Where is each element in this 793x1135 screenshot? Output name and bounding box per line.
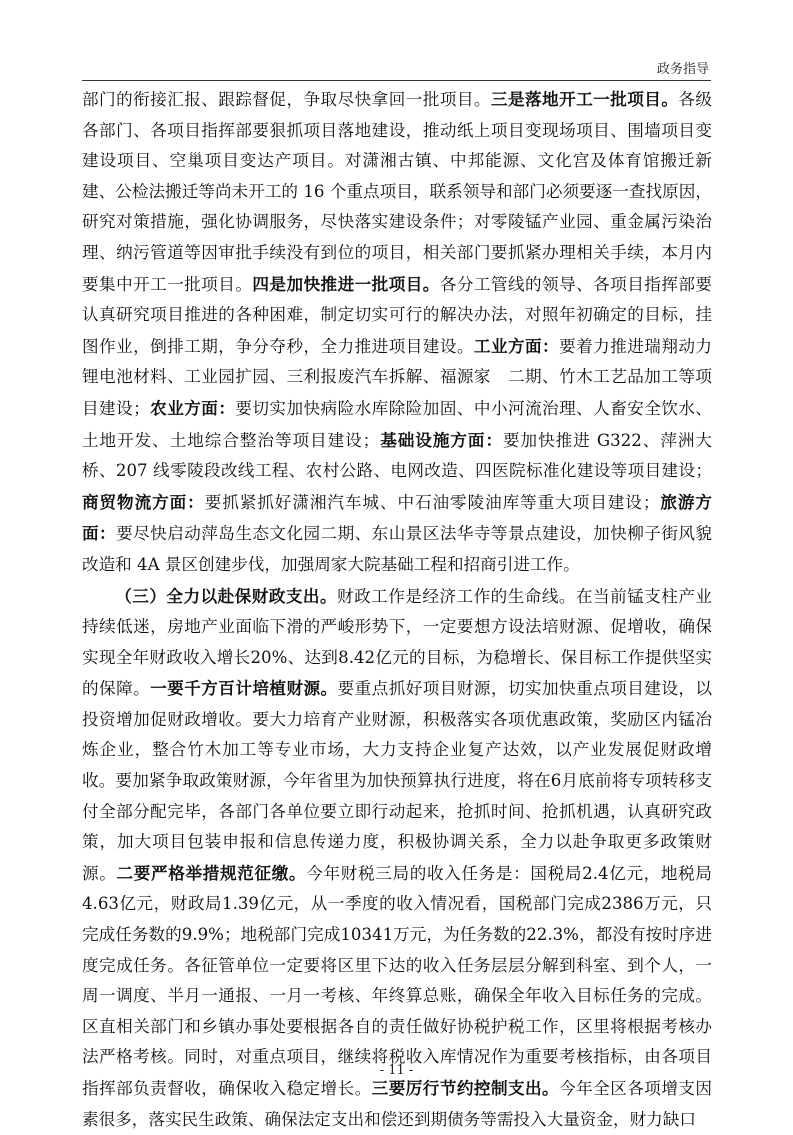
page-header [82, 52, 711, 81]
text-run: 财政工作是经济工作的生命线。在当前锰支柱产业持续低迷，房地产业面临下滑的严峻形势下，一定要想方设法培财源、促增收，确保实现全年财政收入增长20%、达到8.42亿元的目标，为稳增长、保目标工作提供坚实的保障。 [82, 587, 712, 699]
text-run: 各级各部门、各项目指挥部要狠抓项目落地建设，推动纸上项目变现场项目、围墙项目变建设项目、空巢项目变达产项目。对潇湘古镇、中邦能源、文化宫及体育馆搬迁新建、公检法搬迁等尚未开工的 16 个重点项目，联系领导和部门必须要逐一查找原因，研究对策措施，强化协调服务，尽快落实建设条件；对零陵锰产业园、重金属污染治理、纳污管道等因审批手续没有到位的项目，相关部门要抓紧办理相关手续，本月内要集中开工一批项目。 [82, 90, 712, 294]
bold-heading-run: 四是加快推进一批项目。 [252, 274, 439, 294]
paragraph [82, 581, 712, 1135]
page-number: - 11 - [0, 1063, 793, 1078]
text-run: 要切实加快病险水库除险加固、中小河流治理、人畜安全饮水、土地开发、土地综合整治等项目建设； [82, 399, 712, 450]
text-run: 今年全区各项增支因素很多，落实民生政策、确保法定支出和偿还到期债务等需投入大量资金，财力缺口 [82, 1079, 712, 1129]
text-run: 各分工管线的领导、各项目指挥部要认真研究项目推进的各种困难，制定切实可行的解决办法，对照年初确定的目标，挂图作业，倒排工期，争分夺秒，全力推进项目建设。 [82, 275, 712, 356]
text-run: 要加快推进 G322、萍洲大桥、207 线零陵段改线工程、农村公路、电网改造、四医院标准化建设等项目建设； [82, 431, 712, 481]
header-title: 政务指导 [657, 58, 709, 77]
bold-heading-run: 农业方面： [150, 398, 236, 418]
text-run: 要着力推进瑞翔动力锂电池材料、工业园扩园、三利报废汽车拆解、福源家 二期、竹木工艺品加工等项目建设； [82, 337, 712, 418]
bold-heading-run: 基础设施方面： [379, 430, 503, 450]
text-run: 要抓紧抓好潇湘汽车城、中石油零陵油库等重大项目建设； [205, 493, 660, 512]
bold-heading-run: 一要千方百计培植财源。 [150, 678, 337, 698]
paragraph [82, 84, 712, 581]
bold-heading-run: 二要严格举措规范征缴。 [117, 863, 307, 883]
bold-heading-run: （三）全力以赴保财政支出。 [115, 586, 337, 606]
text-run: 今年财税三局的收入任务是：国税局2.4亿元，地税局4.63亿元，财政局1.39亿元，从一季度的收入情况看，国税部门完成2386万元，只完成任务数的9.9%；地税部门完成10341万元，为任务数的22.3%，都没有按时序进度完成任务。各征管单位一定要将区里下达的收入任务层层分解到科室、到个人，一周一调度、半月一通报、一月一考核、年终算总账，确保全年收入目标任务的完成。区直相关部门和乡镇办事处要根据各自的责任做好协税护税工作，区里将根据考核办法严格考核。同时，对重点项目，继续将税收入库情况作为重要考核指标，由各项目指挥部负责督收，确保收入稳定增长。 [82, 864, 712, 1098]
bold-heading-run: 三要厉行节约控制支出。 [372, 1078, 559, 1098]
document-body [82, 84, 712, 1135]
text-run: 要尽快启动萍岛生态文化园二期、东山景区法华寺等景点建设，加快柳子街风貌改造和 4A 景区创建步伐，加强周家大院基础工程和招商引进工作。 [82, 524, 712, 574]
bold-heading-run: 商贸物流方面： [82, 492, 205, 512]
text-run: 部门的衔接汇报、跟踪督促，争取尽快拿回一批项目。 [82, 90, 491, 109]
bold-heading-run: 工业方面： [474, 336, 559, 356]
text-run: 要重点抓好项目财源，切实加快重点项目建设，以投资增加促财政增收。要大力培育产业财源，积极落实各项优惠政策，奖励区内锰冶炼企业，整合竹木加工等专业市场，大力支持企业复产达效，以产业发展促财政增收。要加紧争取政策财源，今年省里为加快预算执行进度，将在6月底前将专项转移支付全部分配完毕，各部门各单位要立即行动起来，抢抓时间、抢抓机遇，认真研究政策，加大项目包装申报和信息传递力度，积极协调关系，全力以赴争取更多政策财源。 [82, 679, 712, 883]
bold-heading-run: 旅游方面： [82, 492, 712, 544]
bold-heading-run: 三是落地开工一批项目。 [491, 89, 678, 109]
